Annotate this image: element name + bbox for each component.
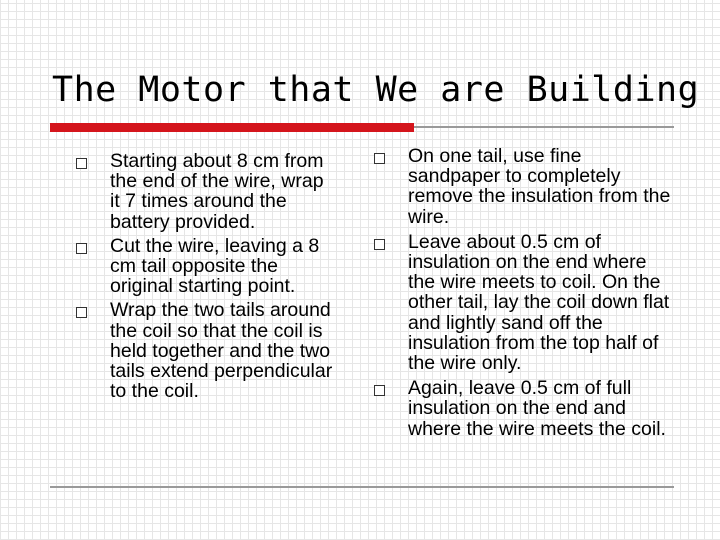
bullet-text: Leave about 0.5 cm of insulation on the end where the wire meets to coil. On the other tail, lay the coil down flat and lightly sand off the insulation from the top half of the wire only. [408, 230, 670, 375]
bullet-item [76, 151, 338, 232]
bullet-text: On one tail, use fine sandpaper to completely remove the insulation from the wire. [408, 145, 671, 228]
bullet-item [374, 378, 674, 439]
bullet-item [374, 146, 674, 227]
bullet-text: Again, leave 0.5 cm of full insulation on the end and where the wire meets the coil. [408, 377, 666, 440]
footer-rule [50, 486, 674, 488]
hollow-square-bullet-icon [76, 243, 87, 254]
slide-title: The Motor that We are Building [52, 70, 700, 110]
bullet-text: Starting about 8 cm from the end of the wire, wrap it 7 times around the battery provided. [110, 150, 324, 233]
bullet-item [76, 300, 338, 401]
hollow-square-bullet-icon [374, 239, 385, 250]
left-bullet-list [76, 151, 338, 401]
bullet-item [374, 232, 674, 373]
hollow-square-bullet-icon [76, 158, 87, 169]
hollow-square-bullet-icon [374, 153, 385, 164]
right-bullet-list [374, 146, 674, 439]
bullet-text: Cut the wire, leaving a 8 cm tail opposite the original starting point. [110, 234, 320, 298]
hollow-square-bullet-icon [76, 307, 87, 318]
title-underline-accent [50, 123, 414, 132]
bullet-text: Wrap the two tails around the coil so that the coil is held together and the two tails extend perpendicular to the coil. [110, 299, 333, 403]
bullet-item [76, 236, 338, 297]
title-underline-rule [414, 126, 674, 128]
hollow-square-bullet-icon [374, 385, 385, 396]
